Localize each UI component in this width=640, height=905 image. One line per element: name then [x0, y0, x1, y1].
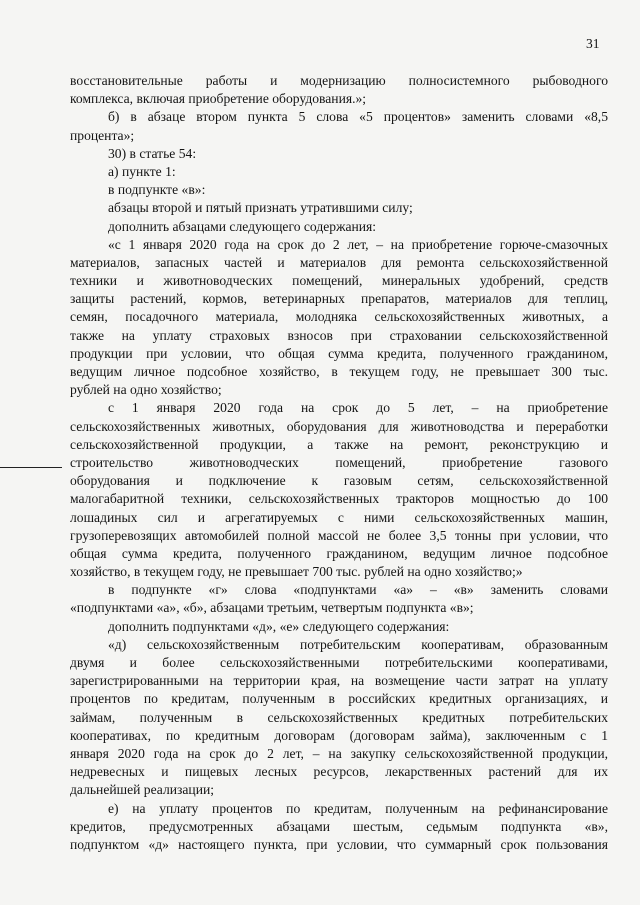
text-line: рублей на одно хозяйство; — [70, 382, 222, 398]
text-line: зарегистрированными на территории края, на возмещение части затрат на уплату — [70, 673, 608, 689]
text-line: сельскохозяйственных животных, оборудования для животноводства и переработки — [70, 418, 608, 434]
text-line: общая сумма кредита, полученного гражданином, ведущим личное подсобное — [70, 545, 608, 561]
text-line: 30) в статье 54: — [108, 145, 197, 161]
document-body — [70, 72, 608, 854]
text-line: процента»; — [70, 127, 135, 143]
text-line: б) в абзаце втором пункта 5 слова «5 процентов» заменить словами «8,5 — [108, 109, 608, 125]
text-line: процентов по кредитам, полученным в российских кредитных организациях, и — [70, 691, 608, 707]
text-line: а) пункте 1: — [108, 163, 176, 179]
text-line: дополнить подпунктами «д», «е» следующего содержания: — [108, 618, 450, 634]
text-line: оборудования и подключение к газовым сетям, сельскохозяйственной — [70, 473, 608, 489]
text-line: лошадиных сил и агрегатируемых с ними сельскохозяйственных машин, — [70, 509, 608, 525]
text-line: дополнить абзацами следующего содержания: — [108, 218, 377, 234]
text-line: недревесных и пищевых лесных ресурсов, лекарственных растений для их — [70, 764, 608, 780]
text-line: сельскохозяйственной продукции, а также на ремонт, реконструкцию и — [70, 436, 608, 452]
text-line: в подпункте «в»: — [108, 182, 206, 198]
page-number: 31 — [586, 36, 600, 51]
text-line: кредитов, предусмотренных абзацами шестым, седьмым подпункта «в», — [70, 818, 608, 834]
text-line: восстановительные работы и модернизацию полносистемного рыбоводного — [70, 73, 608, 88]
text-line: комплекса, включая приобретение оборудования.»; — [70, 91, 367, 107]
margin-line — [0, 467, 62, 468]
text-line: также на уплату страховых взносов при страховании сельскохозяйственной — [70, 327, 608, 343]
text-line: займам, полученным в сельскохозяйственных кредитных потребительских — [70, 709, 608, 725]
text-line: января 2020 года на срок до 2 лет, – на закупку сельскохозяйственной продукции, — [70, 745, 608, 761]
text-line: «подпунктами «а», «б», абзацами третьим, четвертым подпункта «в»; — [70, 600, 474, 616]
text-line: хозяйство, в текущем году, не превышает 700 тыс. рублей на одно хозяйство;» — [70, 564, 523, 580]
text-line: грузоперевозящих автомобилей полной массой не более 3,5 тонны при условии, что — [70, 527, 608, 543]
text-line: подпунктом «д» настоящего пункта, при условии, что суммарный срок пользования — [70, 836, 608, 852]
text-line: малогабаритной техники, сельскохозяйственных тракторов мощностью до 100 — [70, 491, 608, 507]
text-line: материалов, запасных частей и материалов для ремонта сельскохозяйственной — [70, 254, 608, 270]
text-line: с 1 января 2020 года на срок до 5 лет, – на приобретение — [108, 400, 608, 416]
text-line: кооперативах, по кредитным договорам (договорам займа), заключенным с 1 — [70, 727, 608, 743]
text-line: ведущим личное подсобное хозяйство, в текущем году, не превышает 300 тыс. — [70, 364, 608, 379]
text-line: абзацы второй и пятый признать утратившими силу; — [108, 200, 413, 216]
text-line: строительство животноводческих помещений, приобретение газового — [70, 454, 608, 470]
text-line: дальнейшей реализации; — [70, 782, 215, 798]
text-line: защиты растений, кормов, ветеринарных препаратов, материалов для теплиц, — [70, 291, 608, 307]
text-line: техники и животноводческих помещений, минеральных удобрений, средств — [70, 273, 608, 289]
text-line: «с 1 января 2020 года на срок до 2 лет, – на приобретение горюче-смазочных — [108, 236, 608, 252]
text-line: в подпункте «г» слова «подпунктами «а» – «в» заменить словами — [108, 582, 608, 598]
text-line: продукции при условии, что общая сумма кредита, полученного гражданином, — [70, 345, 608, 361]
text-line: семян, посадочного материала, молодняка сельскохозяйственных животных, а — [70, 309, 608, 325]
text-line: е) на уплату процентов по кредитам, полученным на рефинансирование — [108, 800, 608, 816]
text-line: «д) сельскохозяйственным потребительским кооперативам, образованным — [108, 636, 608, 652]
text-line: двумя и более сельскохозяйственными потребительскими кооперативами, — [70, 655, 608, 670]
